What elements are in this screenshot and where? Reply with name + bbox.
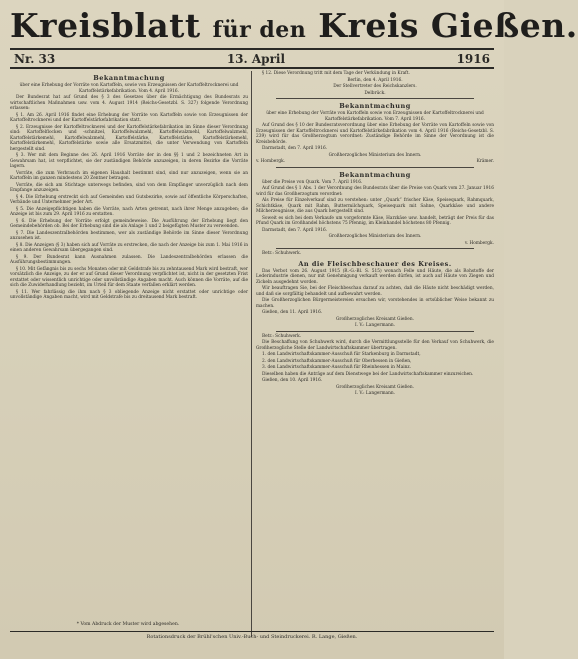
notice-signature: I. V.: Langermann.: [354, 323, 395, 328]
ministry-2: Großherzogliches Ministerium des Innern.: [328, 152, 422, 158]
notice2-paragraphs: [256, 340, 494, 384]
paragraph: Auf Grund des § 10 der Bundesratsverordnung über eine Erhebung der Vorräte von Kartoffeln sowie von Erzeugnissen der Kartoffeltrocknerei und Kartoffelstärkefabrikation vom 4. April 1916 (Reichs-Gesetzbl. S. 239) wird für das Großherzogtum verordnet: Zuständige Behörde im Sinne der Verordnung ist die Kreisbehörde.: [255, 123, 494, 145]
left-paragraphs: [10, 95, 248, 301]
right-heading-3: Bekanntmachung: [339, 170, 411, 179]
paragraph: § 2. Erzeugnisse der Kartoffeltrocknerei und der Kartoffelstärkefabrikation im Sinne dieser Verordnung sind: Kartoffelflocken und -schnitzel, Kartoffelwalzmehl, Kartoffelwalzmehl, Kartoffelwalzmehl, Kartoffelstärkemehl, Kartoffelwalzmehl, Kartoffelstärke, Kartoffelstärke, Kartoffelstärkemehl, Kartoffelstärkemehl, Kartoffelstärke sowie alle Ersatzmittel, die unter Verwendung von Kartoffeln hergestellt sind.: [10, 124, 248, 152]
right-subtitle-2: über eine Erhebung der Vorräte von Kartoffeln sowie von Erzeugnissen der Kartoffeltrocknerei und Kartoffelstärkefabrikation. Vom 7. April 1916.: [266, 111, 484, 122]
right-paragraphs-3: [256, 180, 494, 234]
paragraph: Darmstadt, den 7. April 1916.: [261, 227, 328, 233]
paragraph: Soweit es sich bei dem Verkaufe um vorgeformte Käse, Harzkäse usw. handelt, beträgt der Preis für das Pfund Quark im Großhandel höchstens 75 Pfennig, im Kleinhandel höchstens 80 Pfennig.: [255, 215, 494, 226]
paragraph: Vorräte, die sich am Stichtage unterwegs befinden, sind von dem Empfänger unverzüglich nach dem Empfange anzuzeigen.: [10, 182, 248, 193]
notice-heading: An die Fleischbeschauer des Kreises.: [298, 259, 452, 268]
divider: [276, 167, 474, 168]
signature-1: Delbrück.: [364, 90, 386, 96]
dateline-bar: [10, 48, 494, 69]
paragraph: Gießen, den 10. April 1916.: [261, 378, 323, 383]
paragraph: § 4. Die Erhebung erstreckt sich auf Gemeinden und Gutsbezirke, sowie auf öffentliche Körperschaften, Verbände und Unternehmer jeder Art.: [10, 194, 248, 205]
paragraph: Dieselben haben die Anträge auf dem Dienstwege bei der Landwirtschaftskammer einzureichen.: [261, 371, 474, 377]
paragraph: Das Verbot vom 26. August 1915 (R.-G.-Bl. S. 515) wonach Felle und Häute, die als Rohstoffe der Lederindustrie dienen, nur mit Genehmigung verkauft werden dürfen, ist auch auf Häute von Ziegen und Zickeln ausgedehnt worden.: [255, 268, 494, 285]
paragraph: Darmstadt, den 7. April 1916.: [261, 146, 328, 151]
right-top-paragraphs: [256, 71, 494, 77]
left-column: [10, 71, 251, 637]
signatures-2: [256, 159, 494, 165]
place-date-1: Berlin, den 4. April 1916.: [347, 77, 403, 83]
paragraph: Die Großherzoglichen Bürgermeistereien ersuchen wir, vorstehendes in ortsüblicher Weise bekannt zu machen.: [255, 298, 494, 309]
signature-left: v. Hombergk.: [255, 159, 286, 164]
masthead-title-part3: Kreis Gießen.: [318, 6, 578, 45]
notice2-signature: I. V.: Langermann.: [354, 391, 395, 396]
paragraph: 2. den Landwirtschaftskammer-Ausschuß für Oberhessen in Gießen,: [261, 358, 412, 364]
ministry-3: Großherzogliches Ministerium des Innern.: [328, 234, 422, 239]
paragraph: § 8. Die Anzeigen (§ 3) haben sich auf Vorräte zu erstrecken, die nach der Anzeige bis zum 1. Mai 1916 in einen anderen Gewahrsam übergegangen sind.: [10, 242, 248, 253]
paragraph: Gießen, den 11. April 1916.: [261, 310, 323, 315]
notice-paragraphs: [256, 269, 494, 316]
paragraph: Als Preise für Einzelverkauf sind zu verstehen: unter „Quark“ frischer Käse, Speisequark, Rahmquark, Schichtkäse, Quark mit Rahm, Buttermilchquark, Speisequark mit Sahne, Quarkkäse und andere Milcherzeugnisse, die aus Quark hergestellt sind.: [255, 198, 494, 214]
paragraph: Auf Grund des § 1 Abs. 1 der Verordnung des Bundesrats über die Preise von Quark vom 27. Januar 1916 wird für das Großherzogtum verordnet:: [255, 186, 494, 197]
columns: [10, 71, 494, 637]
office-1: Der Stellvertreter des Reichskanzlers.: [333, 84, 417, 89]
paragraph: § 1. Am 26. April 1916 findet eine Erhebung der Vorräte von Kartoffeln sowie von Erzeugnissen der Kartoffeltrocknerei und der Kartoffelstärkefabrikation statt.: [10, 112, 248, 123]
paragraph: § 5. Die Anzeigepflichtigen haben die Vorräte, nach Arten getrennt, nach ihrer Menge anzugeben; die Anzeige ist bis zum 29. April 1916 zu erstatten.: [10, 206, 248, 217]
paragraph: § 11. Wer fahrlässig die ihm nach § 3 obliegende Anzeige nicht erstattet oder unrichtige oder unvollständige Angaben macht, wird mit Geldstrafe bis zu dreitausend Mark bestraft.: [10, 289, 248, 300]
masthead: [10, 6, 578, 46]
paragraph: § 9. Der Bundesrat kann Ausnahmen zulassen. Die Landeszentralbehörden erlassen die Ausführungsbestimmungen.: [10, 254, 248, 265]
divider: [276, 331, 474, 332]
paragraph: § 12. Diese Verordnung tritt mit dem Tage der Verkündung in Kraft.: [261, 71, 410, 76]
notice-subject: Betr.: Schuhwerk.: [261, 251, 302, 256]
notice2-office: Großherzogliches Kreisamt Gießen.: [336, 384, 414, 390]
masthead-title-part1: Kreisblatt: [10, 6, 201, 45]
paragraph: 1. den Landwirtschaftskammer-Ausschuß für Starkenburg in Darmstadt,: [261, 352, 421, 357]
issue-year: 1916: [456, 51, 490, 66]
paragraph: Die Beschaffung von Schuhwerk wird, durch die Vermittlungsstelle für den Verkauf von Schuhwerk, die Großherzogliche Stelle der Landwirtschaftskammer übertragen.: [255, 340, 494, 351]
notice-office: Großherzogliches Kreisamt Gießen.: [336, 316, 414, 322]
right-column: [252, 71, 494, 637]
paragraph: Wir beauftragen Sie, bei der Fleischbeschau darauf zu achten, daß die Häute nicht beschädigt werden, und daß sie sorgfältig behandelt und aufbewahrt werden.: [255, 286, 494, 297]
left-heading: Bekanntmachung: [93, 74, 165, 82]
right-paragraphs-2: [256, 123, 494, 152]
paragraph: Der Bundesrat hat auf Grund des § 3 des Gesetzes über die Ermächtigung des Bundesrats zu wirtschaftlichen Maßnahmen usw. vom 4. August 1914 (Reichs-Gesetzbl. S. 327) folgende Verordnung erlassen:: [10, 95, 248, 111]
paragraph: § 7. Die Landeszentralbehörden bestimmen, wer als zuständige Behörde im Sinne dieser Verordnung anzusehen ist.: [10, 230, 248, 241]
masthead-title-part2: für den: [212, 17, 307, 43]
right-heading-2: Bekanntmachung: [339, 102, 411, 110]
paragraph: § 3. Wer mit dem Beginne des 26. April 1916 Vorräte der in den §§ 1 und 2 bezeichneten Art in Gewahrsam hat, ist verpflichtet, sie der zuständigen Behörde anzuzeigen, in deren Bezirke die Vorräte lagern.: [10, 153, 248, 169]
notice2-subject: Betr.: Schuhwerk.: [261, 333, 302, 339]
signature-right: Krämer.: [476, 159, 494, 164]
paragraph: über die Preise von Quark. Vom 7. April 1916.: [261, 179, 363, 185]
divider: [276, 248, 474, 249]
paragraph: Vorräte, die zum Verbrauch im eigenen Haushalt bestimmt sind, sind nur anzuzeigen, wenn sie an Kartoffeln im ganzen mindestens 20 Zentner betragen.: [10, 170, 248, 181]
issue-date: 13. April: [226, 51, 286, 66]
paragraph: 3. den Landwirtschaftskammer-Ausschuß für Rheinhessen in Mainz.: [261, 365, 412, 370]
divider: [276, 98, 474, 99]
paragraph: § 10. Mit Gefängnis bis zu sechs Monaten oder mit Geldstrafe bis zu zehntausend Mark wird bestraft, wer vorsätzlich die Anzeige, zu der er auf Grund dieser Verordnung verpflichtet ist, nicht in der gesetzten Frist erstattet oder wissentlich unrichtige oder unvollständige Angaben macht. Auch können die Vorräte, auf die sich die Zuwiderhandlung bezieht, im Urteil für dem Staate verfallen erklärt werden.: [10, 266, 248, 288]
signature-3: v. Hombergk.: [464, 240, 494, 246]
left-subtitle: über eine Erhebung der Vorräte von Kartoffeln, sowie von Erzeugnissen der Kartoffeltrocknerei und Kartoffelstärkefabrikation. Vom 4. April 1916.: [19, 83, 239, 94]
footnote: * Vom Abdruck der Muster wird abgesehen.: [76, 622, 180, 627]
paragraph: § 6. Die Erhebung der Vorräte erfolgt gemeindeweise. Die Ausführung der Erhebung liegt den Gemeindebehörden ob. Bei der Erhebung sind die als Anlage 1 und 2 beigefügten Muster zu verwenden.: [10, 218, 248, 229]
printer-imprint: Rotationsdruck der Brühl'schen Univ.-Buch- und Steindruckerei. R. Lange, Gießen.: [10, 631, 494, 641]
issue-number: Nr. 33: [14, 51, 56, 66]
